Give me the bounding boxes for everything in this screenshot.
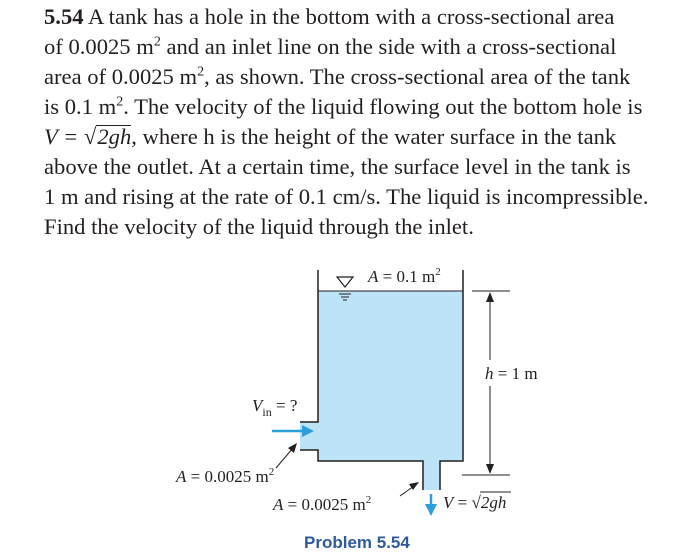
outlet-leader-arrow-icon: [400, 482, 419, 496]
tank-area-label: A = 0.1 $m^2$: [368, 266, 441, 286]
height-dimension: [462, 291, 510, 475]
problem-line-3: area of 0.0025 $m^2$, as shown. The cross-sectional area of the tank: [44, 64, 631, 89]
sqrt-2gh: 2gh: [97, 124, 132, 149]
inlet-velocity-label: $V_{in}$ = ?: [252, 396, 298, 419]
problem-line-6: above the outlet. At a certain time, the surface level in the tank is: [44, 154, 631, 179]
problem-line-7: 1 m and rising at the rate of 0.1 cm/s. The liquid is incompressible.: [44, 184, 649, 209]
problem-line-1: 5.54 A tank has a hole in the bottom with a cross-sectional area: [44, 4, 615, 29]
tank-water: [300, 291, 463, 490]
figure-caption: Problem 5.54: [304, 533, 410, 552]
outlet-flow-arrow-icon: [425, 494, 437, 516]
problem-line-4: is 0.1 $m^2$. The velocity of the liquid flowing out the bottom hole is: [44, 94, 643, 119]
inlet-area-label: A = 0.0025 $m^2$: [176, 466, 275, 486]
problem-line-5: V = √2gh, where h is the height of the water surface in the tank: [44, 124, 617, 149]
problem-number: 5.54: [44, 4, 84, 29]
problem-line-2: of 0.0025 $m^2$ and an inlet line on the side with a cross-sectional: [44, 34, 617, 59]
problem-line-8: Find the velocity of the liquid through the inlet.: [44, 214, 474, 239]
outlet-area-label: A = 0.0025 $m^2$: [273, 494, 372, 514]
inlet-leader-arrow-icon: [276, 443, 297, 468]
outlet-velocity-label: V = √2gh: [443, 493, 507, 512]
height-label: h = 1 m: [485, 364, 538, 383]
